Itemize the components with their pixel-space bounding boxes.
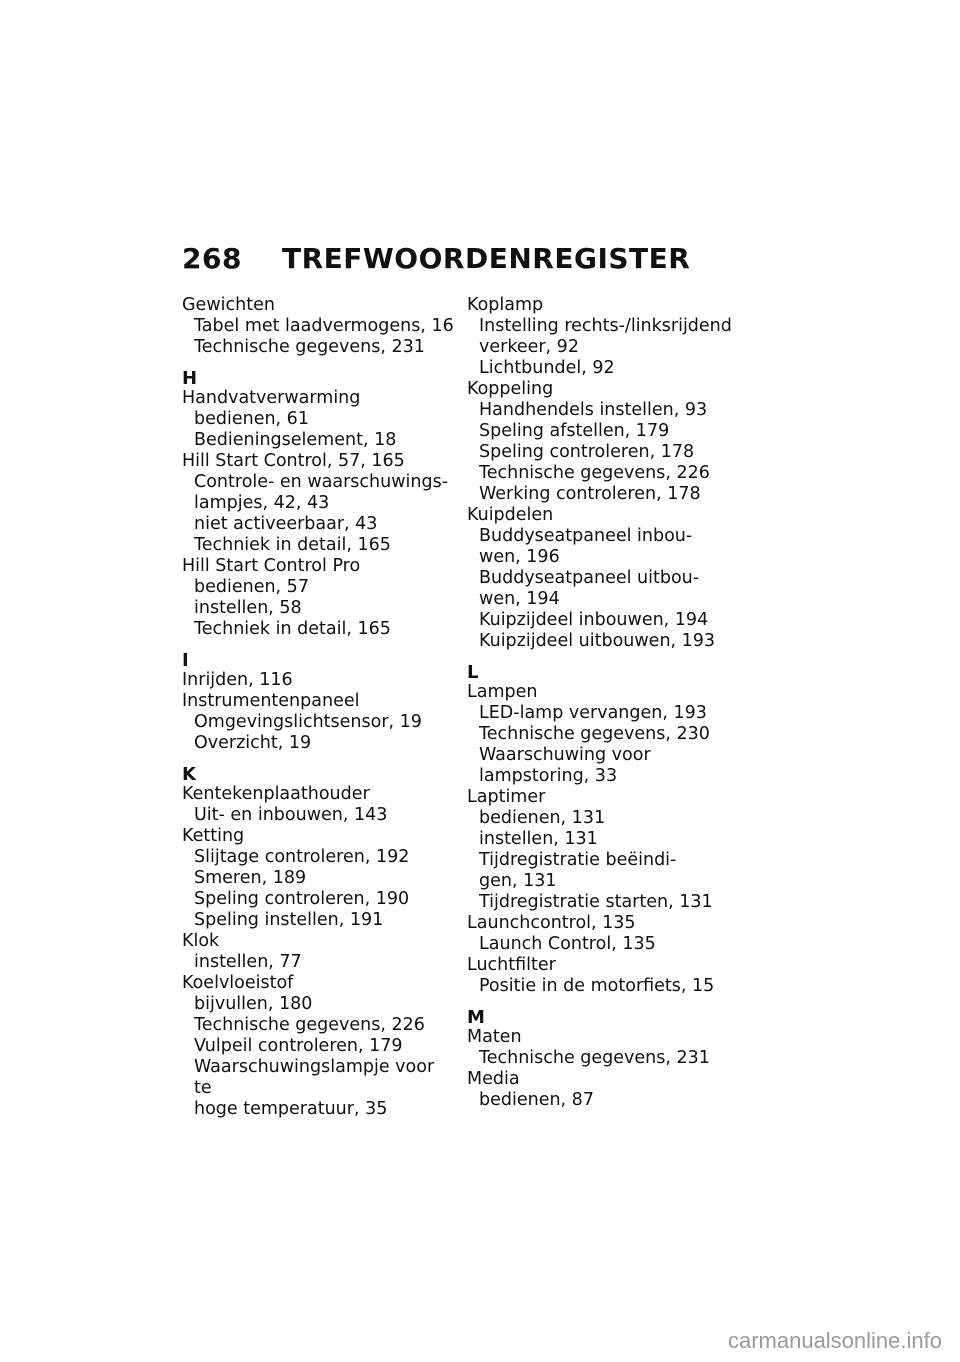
index-term: Inrijden, 116 (182, 670, 293, 690)
index-term: Koppeling (467, 379, 554, 399)
page-title: TREFWOORDENREGISTER (282, 242, 691, 275)
index-term: Kuipdelen (467, 505, 554, 525)
index-term: Launchcontrol, 135 (467, 913, 636, 933)
index-entry (467, 1027, 742, 1069)
index-subentry: niet activeerbaar, 43 (194, 514, 378, 534)
index-subentry: Uit- en inbouwen, 143 (194, 805, 388, 825)
index-subentry: Waarschuwingslampje voor te (194, 1057, 435, 1098)
index-subentry: Instelling rechts-/linksrijdend (479, 316, 732, 336)
index-term: Ketting (182, 826, 245, 846)
index-subentry: hoge temperatuur, 35 (194, 1099, 388, 1119)
index-subentry: gen, 131 (479, 871, 557, 891)
index-subentry: instellen, 131 (479, 829, 598, 849)
index-subentry: bijvullen, 180 (194, 994, 313, 1014)
index-subentry: Buddyseatpaneel inbou- (479, 526, 693, 546)
index-term: Klok (182, 931, 220, 951)
index-subentry: Kuipzijdeel inbouwen, 194 (479, 610, 709, 630)
index-subentry: Launch Control, 135 (479, 934, 656, 954)
index-entry (182, 388, 457, 451)
index-entry (467, 505, 742, 652)
index-subentry: Techniek in detail, 165 (194, 619, 391, 639)
index-entry (467, 682, 742, 787)
index-subentry: Waarschuwing voor (479, 745, 651, 765)
index-subentry: bedienen, 57 (194, 577, 309, 597)
index-subentry: Overzicht, 19 (194, 733, 312, 753)
index-subentry: instellen, 58 (194, 598, 302, 618)
index-term: Gewichten (182, 295, 275, 315)
index-entry (182, 973, 457, 1120)
watermark: carmanualsonline.info (727, 1328, 942, 1353)
index-term: Instrumentenpaneel (182, 691, 360, 711)
index-entry (467, 379, 742, 505)
index-subentry: bedienen, 61 (194, 409, 309, 429)
index-subentry: Tabel met laadvermogens, 16 (194, 316, 454, 336)
index-subentry: Handhendels instellen, 93 (479, 400, 708, 420)
index-subentry: bedienen, 87 (479, 1090, 594, 1110)
page-number: 268 (182, 242, 242, 275)
index-letter-heading: M (467, 1007, 485, 1028)
index-entry (467, 787, 742, 913)
index-term: Koelvloeistof (182, 973, 294, 993)
index-subentry: Kuipzijdeel uitbouwen, 193 (479, 631, 716, 651)
index-entry (182, 295, 457, 358)
index-column-left (182, 295, 457, 1120)
index-entry (182, 670, 457, 691)
index-letter-heading: I (182, 650, 189, 671)
index-term: Lampen (467, 682, 538, 702)
index-term: Laptimer (467, 787, 546, 807)
index-term: Kentekenplaathouder (182, 784, 370, 804)
index-term: Luchtfilter (467, 955, 556, 975)
index-subentry: Tijdregistratie starten, 131 (479, 892, 713, 912)
index-subentry: Technische gegevens, 231 (479, 1048, 710, 1068)
index-letter-heading: L (467, 662, 479, 683)
index-entry (182, 784, 457, 826)
index-entry (467, 295, 742, 379)
index-term: Maten (467, 1027, 522, 1047)
index-entry (182, 826, 457, 931)
page-header (182, 242, 690, 275)
index-letter-heading: H (182, 368, 198, 389)
index-subentry: Speling controleren, 190 (194, 889, 410, 909)
index-entry (182, 451, 457, 556)
index-subentry: Technische gegevens, 226 (479, 463, 710, 483)
index-subentry: Technische gegevens, 231 (194, 337, 425, 357)
index-subentry: LED-lamp vervangen, 193 (479, 703, 707, 723)
index-subentry: lampjes, 42, 43 (194, 493, 330, 513)
index-term: Hill Start Control, 57, 165 (182, 451, 405, 471)
index-subentry: Technische gegevens, 230 (479, 724, 710, 744)
index-entry (182, 691, 457, 754)
index-subentry: Lichtbundel, 92 (479, 358, 615, 378)
index-subentry: wen, 194 (479, 589, 560, 609)
index-entry (467, 1069, 742, 1111)
index-entry (182, 931, 457, 973)
index-subentry: Vulpeil controleren, 179 (194, 1036, 403, 1056)
index-subentry: Positie in de motorfiets, 15 (479, 976, 715, 996)
index-entry (467, 913, 742, 955)
index-subentry: Speling instellen, 191 (194, 910, 384, 930)
index-subentry: bedienen, 131 (479, 808, 606, 828)
index-subentry: Technische gegevens, 226 (194, 1015, 425, 1035)
index-subentry: Werking controleren, 178 (479, 484, 701, 504)
index-subentry: Smeren, 189 (194, 868, 307, 888)
index-subentry: Techniek in detail, 165 (194, 535, 391, 555)
index-subentry: Controle- en waarschuwings- (194, 472, 449, 492)
index-term: Handvatverwarming (182, 388, 361, 408)
index-subentry: instellen, 77 (194, 952, 302, 972)
index-term: Media (467, 1069, 520, 1089)
index-column-right (467, 295, 742, 1111)
index-subentry: Bedieningselement, 18 (194, 430, 397, 450)
index-term: Hill Start Control Pro (182, 556, 361, 576)
index-subentry: Slijtage controleren, 192 (194, 847, 410, 867)
index-entry (182, 556, 457, 640)
index-subentry: lampstoring, 33 (479, 766, 618, 786)
index-entry (467, 955, 742, 997)
index-subentry: Speling controleren, 178 (479, 442, 695, 462)
index-subentry: Omgevingslichtsensor, 19 (194, 712, 422, 732)
index-subentry: wen, 196 (479, 547, 560, 567)
index-subentry: verkeer, 92 (479, 337, 579, 357)
index-letter-heading: K (182, 764, 196, 785)
index-term: Koplamp (467, 295, 544, 315)
index-subentry: Tijdregistratie beëindi- (479, 850, 677, 870)
index-subentry: Buddyseatpaneel uitbou- (479, 568, 700, 588)
index-subentry: Speling afstellen, 179 (479, 421, 670, 441)
